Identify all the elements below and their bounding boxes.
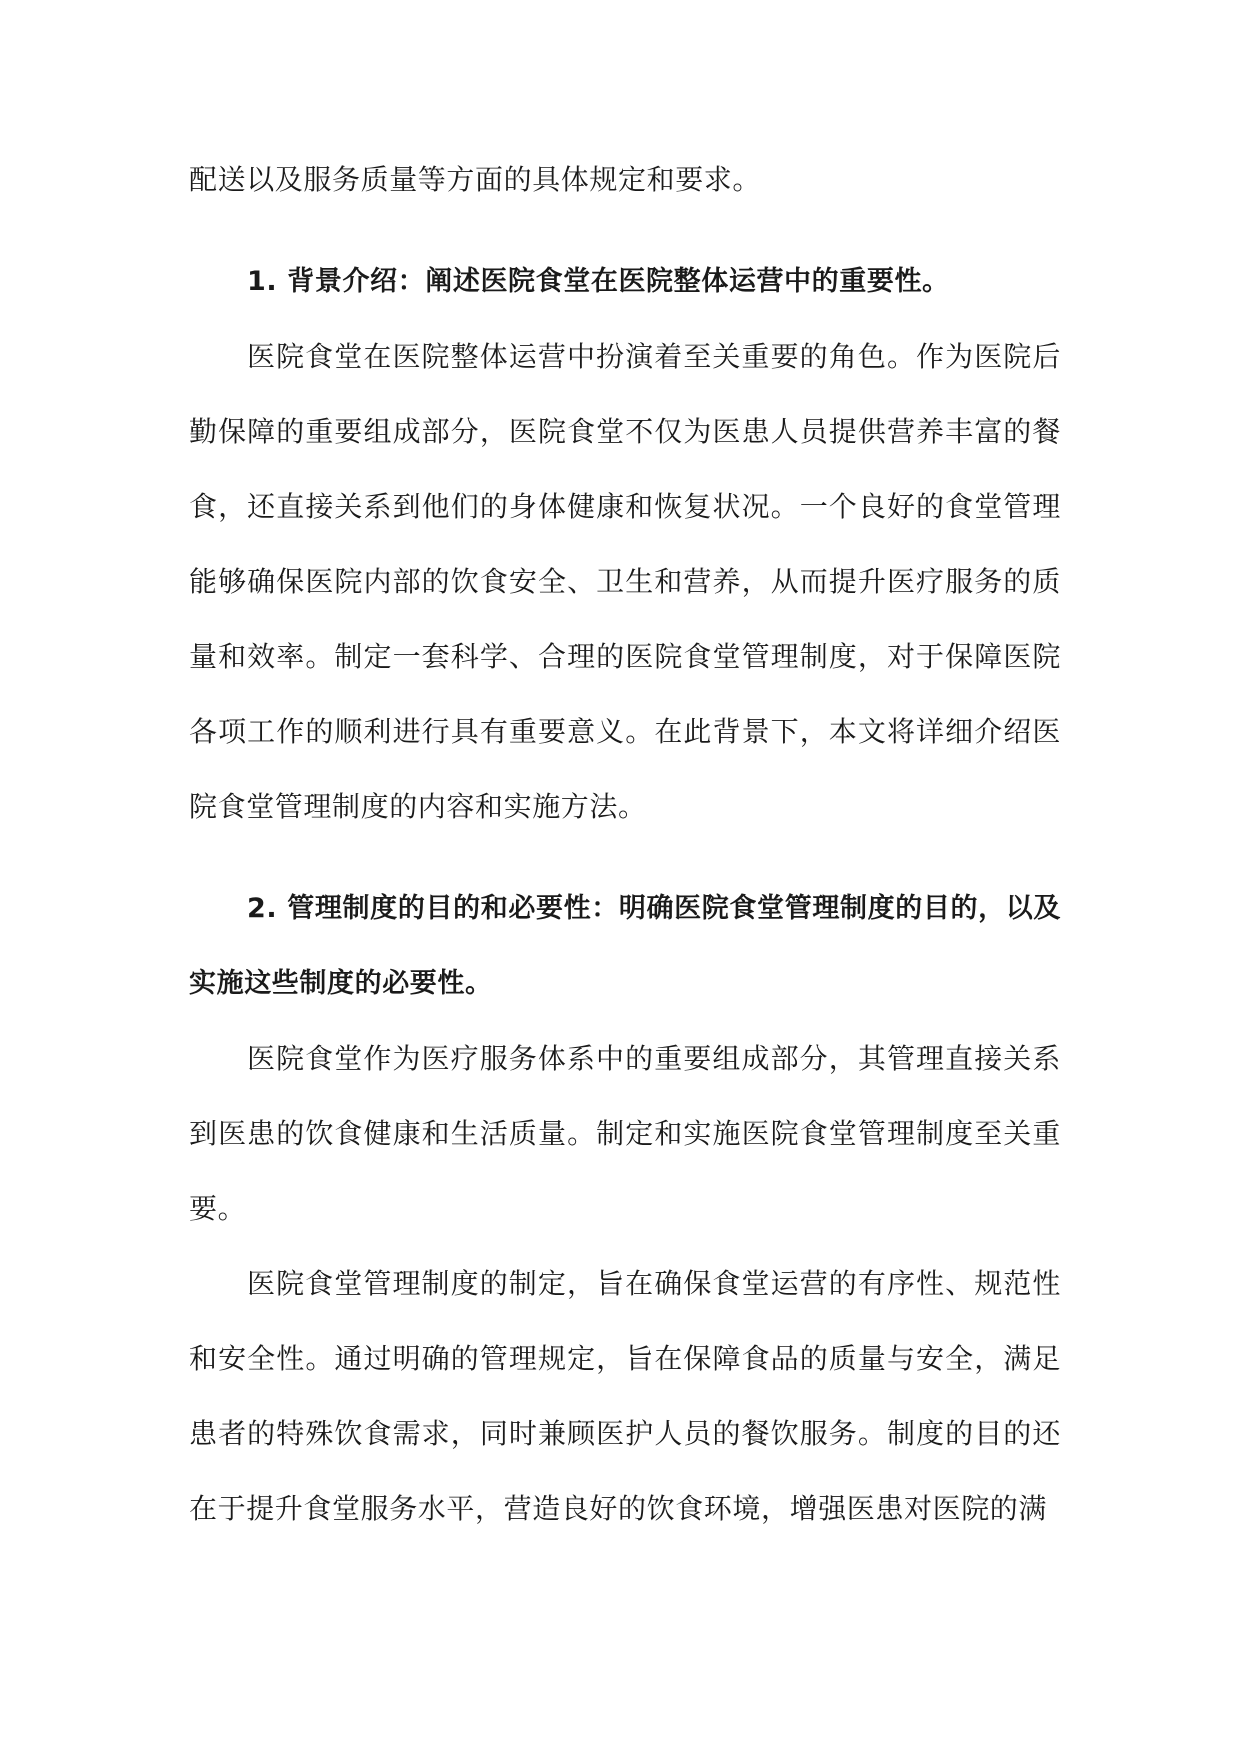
paragraph-gap [189,844,1061,871]
purpose-paragraph-1: 医院食堂作为医疗服务体系中的重要组成部分，其管理直接关系到医患的饮食健康和生活质量。制定和实施医院食堂管理制度至关重要。 [189,1042,1061,1225]
section-heading-background: 1. 背景介绍：阐述医院食堂在医院整体运营中的重要性。 [247,266,950,297]
section-heading-purpose: 2. 管理制度的目的和必要性：明确医院食堂管理制度的目的，以及实施这些制度的必要性。 [189,893,1061,999]
background-paragraph: 医院食堂在医院整体运营中扮演着至关重要的角色。作为医院后勤保障的重要组成部分，医院食堂不仅为医患人员提供营养丰富的餐食，还直接关系到他们的身体健康和恢复状况。一个良好的食堂管理能够确保医院内部的饮食安全、卫生和营养，从而提升医疗服务的质量和效率。制定一套科学、合理的医院食堂管理制度，对于保障医院各项工作的顺利进行具有重要意义。在此背景下，本文将详细介绍医院食堂管理制度的内容和实施方法。 [189,340,1061,823]
continued-paragraph: 配送以及服务质量等方面的具体规定和要求。 [189,163,762,196]
paragraph-gap [189,217,1061,244]
document-body [189,142,1061,1546]
purpose-paragraph-2: 医院食堂管理制度的制定，旨在确保食堂运营的有序性、规范性和安全性。通过明确的管理规定，旨在保障食品的质量与安全，满足患者的特殊饮食需求，同时兼顾医护人员的餐饮服务。制度的目的还在于提升食堂服务水平，营造良好的饮食环境，增强医患对医院的满 [189,1267,1061,1525]
